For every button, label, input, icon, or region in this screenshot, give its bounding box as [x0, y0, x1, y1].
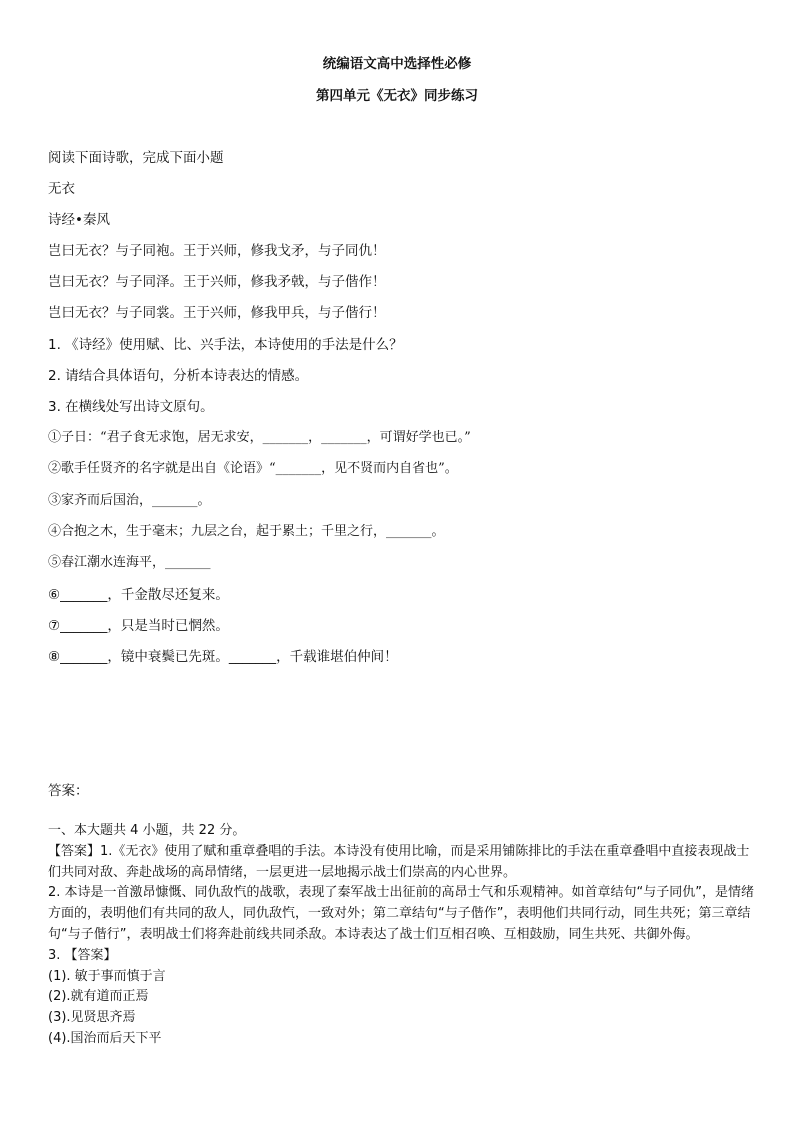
- answer-3-label: 3. 【答案】: [48, 947, 117, 963]
- answer-3-item: (3).见贤思齐焉: [48, 1010, 136, 1026]
- answer-2: 2. 本诗是一首激昂慷慨、同仇敌忾的战歌，表现了秦军战士出征前的高昂士气和乐观精神。如首章结句“与子同仇”，是情绪方面的，表明他们有共同的敌人，同仇敌忾，一致对外；第二章结句“与子偕作”，表明他们共同行动，同生共死；第三章结句“与子偕行”，表明战士们将奔赴前线共同杀敌。本诗表达了战士们互相召唤、互相鼓励，同生共死、共御外侮。: [48, 885, 755, 942]
- question-1: 1. 《诗经》使用赋、比、兴手法，本诗使用的手法是什么？: [48, 337, 403, 353]
- answer-1: 【答案】1.《无衣》使用了赋和重章叠唱的手法。本诗没有使用比喻，而是采用铺陈排比的手法在重章叠唱中直接表现战士们共同对敌、奔赴战场的高昂情绪，一层更进一层地揭示战士们崇高的内心世界。: [48, 843, 750, 880]
- poem-stanza: 岂曰无衣？与子同裳。王于兴师，修我甲兵，与子偕行！: [48, 305, 386, 321]
- poem-stanza: 岂曰无衣？与子同泽。王于兴师，修我矛戟，与子偕作！: [48, 274, 386, 290]
- answers-section: 一、本大题共 4 小题，共 22 分。: [48, 823, 246, 838]
- fill-item: ⑧_______，镜中衰鬓已先斑。_______，千载谁堪伯仲间！: [48, 649, 398, 665]
- fill-item: ④合抱之木，生于毫末；九层之台，起于累土；千里之行，_______。: [48, 524, 445, 539]
- question-2: 2. 请结合具体语句，分析本诗表达的情感。: [48, 368, 309, 384]
- question-3: 3. 在横线处写出诗文原句。: [48, 399, 214, 415]
- fill-item: ①子日：“君子食无求饱，居无求安，_______，_______，可谓好学也已。”: [48, 430, 471, 445]
- poem-stanza: 岂曰无衣？与子同袍。王于兴师，修我戈矛，与子同仇！: [48, 243, 386, 259]
- poem-title: 无衣: [48, 181, 75, 197]
- answers-heading: 答案：: [48, 783, 89, 799]
- document-title: 统编语文高中选择性必修: [322, 56, 472, 72]
- reading-instruction: 阅读下面诗歌，完成下面小题: [48, 150, 224, 166]
- document-subtitle: 第四单元《无衣》同步练习: [316, 88, 478, 104]
- fill-item: ⑤春江潮水连海平，_______: [48, 555, 211, 570]
- answer-3-item: (1). 敏于事而慎于言: [48, 968, 166, 984]
- fill-item: ⑦_______，只是当时已惘然。: [48, 618, 229, 634]
- answers-block: [48, 821, 756, 1050]
- fill-item: ③家齐而后国治，_______。: [48, 493, 211, 508]
- fill-item: ⑥_______，千金散尽还复来。: [48, 587, 229, 603]
- poem-author: 诗经•秦风: [48, 212, 110, 228]
- answer-3-item: (4).国治而后天下平: [48, 1030, 162, 1046]
- fill-item: ②歌手任贤齐的名字就是出自《论语》“_______，见不贤而内自省也”。: [48, 461, 458, 476]
- answer-3-item: (2).就有道而正焉: [48, 989, 149, 1005]
